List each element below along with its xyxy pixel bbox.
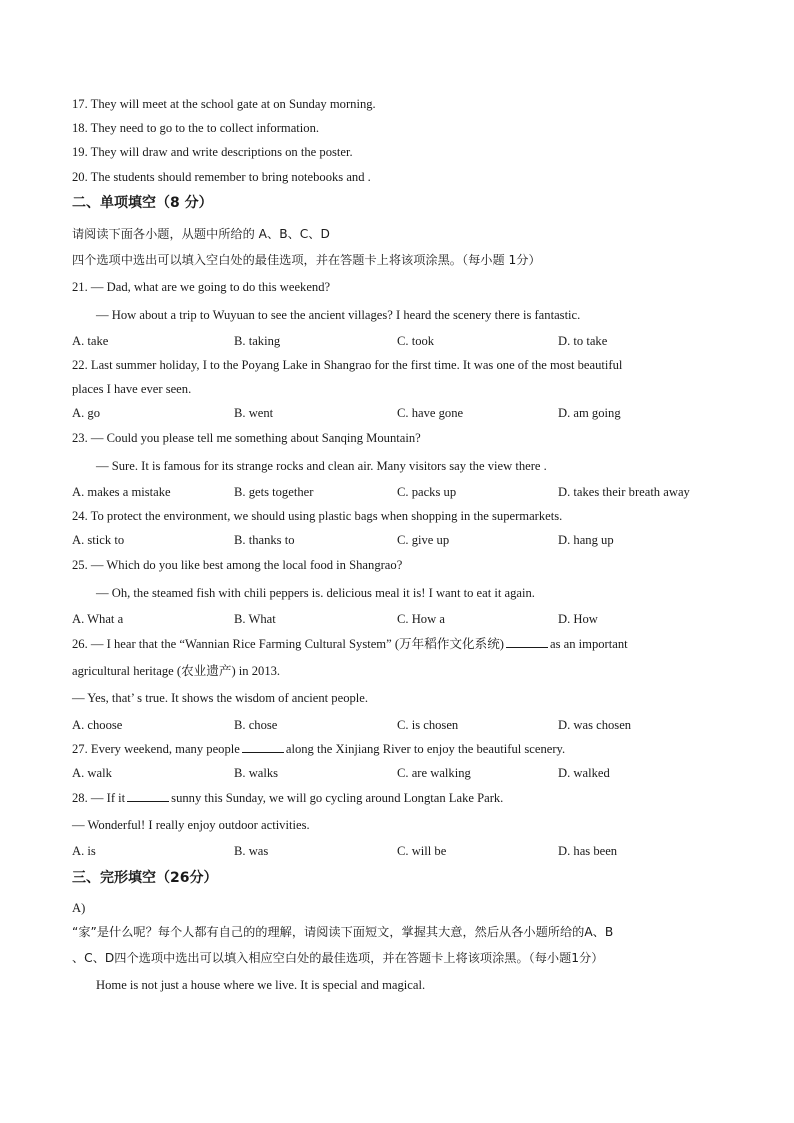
question-20: 20. The students should remember to bring notebooks and .: [72, 170, 371, 184]
q27-option-a: A. walk: [72, 766, 112, 780]
q26-stem-after-blank: as an important: [549, 637, 628, 651]
q23-option-d: D. takes their breath away: [558, 485, 690, 499]
answer-blank: [127, 789, 169, 802]
q22-stem-line-1: 22. Last summer holiday, I to the Poyang Lake in Shangrao for the first time. It was one of the most beautiful: [72, 358, 623, 372]
q21-reply: — How about a trip to Wuyuan to see the ancient villages? I heard the scenery there is fantastic.: [96, 308, 581, 322]
q25-stem: 25. — Which do you like best among the local food in Shangrao?: [72, 558, 403, 572]
question-19: 19. They will draw and write descriptions on the poster.: [72, 145, 353, 159]
q21-option-a: A. take: [72, 334, 109, 348]
q26-reply: — Yes, that’ s true. It shows the wisdom of ancient people.: [72, 691, 369, 705]
q21-stem: 21. — Dad, what are we going to do this weekend?: [72, 280, 331, 294]
q25-option-c: C. How a: [397, 612, 445, 626]
q22-options: [72, 404, 752, 422]
q28-option-a: A. is: [72, 844, 96, 858]
q24-option-c: C. give up: [397, 533, 450, 547]
section-2-instruction-2: 四个选项中选出可以填入空白处的最佳选项，并在答题卡上将该项涂黑。（每小题 1分）: [72, 253, 541, 267]
q24-option-d: D. hang up: [558, 533, 614, 547]
q23-option-c: C. packs up: [397, 485, 457, 499]
question-18: 18. They need to go to the to collect information.: [72, 121, 320, 135]
q26-option-b: B. chose: [234, 718, 278, 732]
q23-stem: 23. — Could you please tell me something about Sanqing Mountain?: [72, 431, 421, 445]
section-3-intro-2: 、C、D四个选项中选出可以填入相应空白处的最佳选项，并在答题卡上将该项涂黑。（每小题1分）: [72, 951, 604, 965]
q27-stem-before-blank: 27. Every weekend, many people: [72, 742, 240, 756]
q27-option-b: B. walks: [234, 766, 279, 780]
q25-reply: — Oh, the steamed fish with chili peppers is. delicious meal it is! I want to eat it again.: [96, 586, 535, 600]
section-2-instruction-1: 请阅读下面各小题，从题中所给的 A、B、C、D: [72, 227, 330, 241]
q21-option-d: D. to take: [558, 334, 608, 348]
q24-option-b: B. thanks to: [234, 533, 295, 547]
q21-option-b: B. taking: [234, 334, 281, 348]
q26-option-c: C. is chosen: [397, 718, 459, 732]
q23-option-b: B. gets together: [234, 485, 314, 499]
q26-option-a: A. choose: [72, 718, 123, 732]
q21-options: [72, 332, 752, 350]
q28-stem: [72, 789, 734, 807]
q26-option-d: D. was chosen: [558, 718, 632, 732]
q25-option-d: D. How: [558, 612, 598, 626]
q26-stem-line-1: [72, 635, 734, 653]
answer-blank: [506, 635, 548, 648]
q28-option-c: C. will be: [397, 844, 447, 858]
question-17: 17. They will meet at the school gate at on Sunday morning.: [72, 97, 376, 111]
q27-options: [72, 764, 752, 782]
section-2-heading: 二、单项填空（8 分）: [72, 195, 213, 211]
q25-option-a: A. What a: [72, 612, 124, 626]
q28-reply: — Wonderful! I really enjoy outdoor activities.: [72, 818, 310, 832]
q22-option-b: B. went: [234, 406, 274, 420]
section-3-intro-1: “家”是什么呢？每个人都有自己的的理解，请阅读下面短文，掌握其大意，然后从各小题所给的A、B: [72, 925, 614, 939]
q26-stem-before-blank: 26. — I hear that the “Wannian Rice Farming Cultural System” (万年稻作文化系统): [72, 637, 504, 651]
q27-option-c: C. are walking: [397, 766, 471, 780]
q27-option-d: D. walked: [558, 766, 610, 780]
q26-stem-line-2: agricultural heritage (农业遗产) in 2013.: [72, 664, 281, 678]
q28-option-b: B. was: [234, 844, 269, 858]
q23-option-a: A. makes a mistake: [72, 485, 171, 499]
q22-option-a: A. go: [72, 406, 100, 420]
q28-options: [72, 842, 752, 860]
section-3-part-label: A): [72, 901, 86, 915]
q26-options: [72, 716, 752, 734]
passage-first-line: Home is not just a house where we live. It is special and magical.: [96, 978, 426, 992]
q21-option-c: C. took: [397, 334, 435, 348]
section-3-heading: 三、完形填空（26分）: [72, 870, 218, 886]
q22-stem-line-2: places I have ever seen.: [72, 382, 192, 396]
q28-option-d: D. has been: [558, 844, 618, 858]
q23-options: [72, 483, 752, 501]
q28-stem-after-blank: sunny this Sunday, we will go cycling around Longtan Lake Park.: [171, 791, 504, 805]
q22-option-c: C. have gone: [397, 406, 464, 420]
q22-option-d: D. am going: [558, 406, 621, 420]
answer-blank: [242, 740, 284, 753]
q25-option-b: B. What: [234, 612, 276, 626]
q24-stem: 24. To protect the environment, we should using plastic bags when shopping in the supermarkets.: [72, 509, 563, 523]
q24-options: [72, 531, 752, 549]
q28-stem-before-blank: 28. — If it: [72, 791, 126, 805]
q27-stem: [72, 740, 734, 758]
q27-stem-after-blank: along the Xinjiang River to enjoy the beautiful scenery.: [285, 742, 566, 756]
q24-option-a: A. stick to: [72, 533, 125, 547]
q23-reply: — Sure. It is famous for its strange rocks and clean air. Many visitors say the view there .: [96, 459, 547, 473]
q25-options: [72, 610, 752, 628]
